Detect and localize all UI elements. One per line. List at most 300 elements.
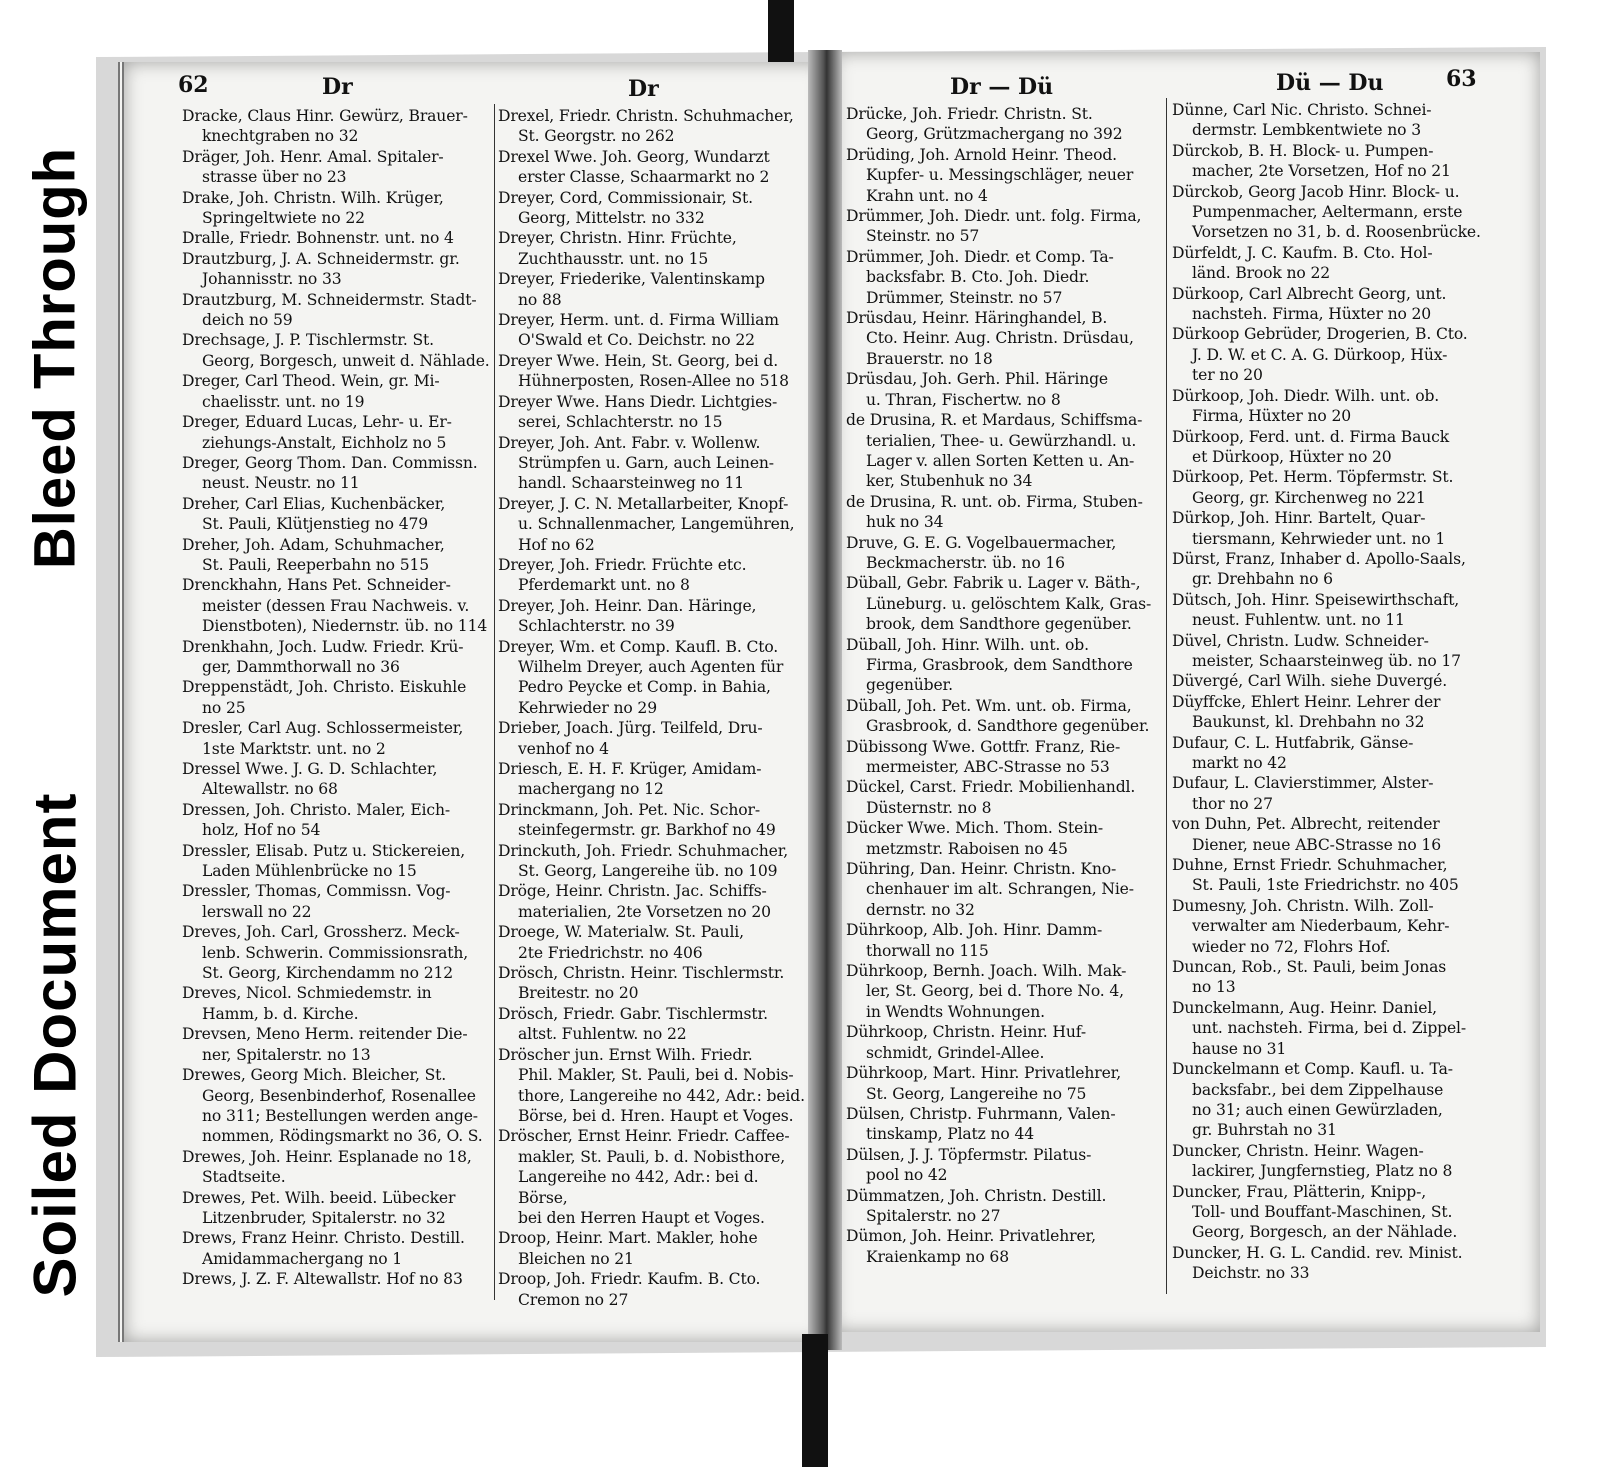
entry-continuation-line: thorwall no 115 (866, 941, 989, 960)
directory-entry (498, 106, 810, 147)
entry-name-line: de Drusina, R. unt. ob. Firma, Stuben- (846, 492, 1143, 511)
directory-entry (182, 1188, 492, 1229)
directory-entry (182, 1228, 492, 1269)
entry-name-line: Dreyer, Cord, Commissionair, St. (498, 188, 753, 207)
directory-entry (498, 1228, 810, 1269)
entry-name-line: Drautzburg, M. Schneidermstr. Stadt- (182, 290, 477, 309)
entry-continuation-line: ter no 20 (1192, 366, 1263, 385)
directory-entry (846, 961, 1164, 1022)
entry-continuation-line: ger, Dammthorwall no 36 (202, 657, 400, 676)
entry-name-line: Dufaur, C. L. Hutfabrik, Gänse- (1172, 733, 1414, 752)
entry-continuation-line: Firma, Grasbrook, dem Sandthore (866, 655, 1133, 674)
entry-name-line: Dreyer, J. C. N. Metallarbeiter, Knopf- (498, 494, 789, 513)
entry-name-line: Drieber, Joach. Jürg. Teilfeld, Dru- (498, 719, 763, 738)
entry-continuation-line: dernstr. no 32 (866, 900, 975, 919)
entry-continuation-line: no 88 (518, 290, 562, 309)
left-column-rule (494, 104, 495, 1300)
entry-continuation-line: Altewallstr. no 68 (202, 780, 338, 799)
directory-entry (182, 1147, 492, 1188)
directory-entry (182, 637, 492, 678)
entry-name-line: Dreher, Joh. Adam, Schuhmacher, (182, 535, 445, 554)
directory-entry (1172, 324, 1498, 385)
directory-entry (182, 188, 492, 229)
entry-name-line: Drinckuth, Joh. Friedr. Schuhmacher, (498, 841, 789, 860)
entry-continuation-line: altst. Fuhlentw. no 22 (518, 1025, 687, 1044)
entry-name-line: von Duhn, Pet. Albrecht, reitender (1172, 815, 1440, 834)
entry-name-line: Dressler, Thomas, Commissn. Vog- (182, 882, 451, 901)
entry-name-line: Dührkoop, Christn. Heinr. Huf- (846, 1023, 1086, 1042)
entry-continuation-line: no 311; Bestellungen werden ange- (202, 1106, 478, 1125)
directory-entry (498, 1045, 810, 1127)
entry-continuation-line: ziehungs-Anstalt, Eichholz no 5 (202, 433, 447, 452)
directory-entry (1172, 855, 1498, 896)
entry-name-line: Dürkoop, Pet. Herm. Töpfermstr. St. (1172, 468, 1454, 487)
entry-continuation-line: 1ste Marktstr. unt. no 2 (202, 739, 386, 758)
directory-entry (846, 369, 1164, 410)
bookmark-ribbon-bottom (802, 1334, 828, 1467)
entry-name-line: Drexel Wwe. Joh. Georg, Wundarzt (498, 147, 770, 166)
entry-continuation-line: gegenüber. (866, 676, 953, 695)
entry-continuation-line: Baukunst, kl. Drehbahn no 32 (1192, 713, 1425, 732)
entry-continuation-line: Hof no 62 (518, 535, 595, 554)
directory-entry (498, 392, 810, 433)
entry-continuation-line: bei den Herren Haupt et Voges. (518, 1208, 765, 1227)
entry-name-line: Dütsch, Joh. Hinr. Speisewirthschaft, (1172, 590, 1460, 609)
directory-entry (1172, 386, 1498, 427)
directory-entry (182, 677, 492, 718)
entry-continuation-line: lenb. Schwerin. Commissionsrath, (202, 943, 469, 962)
directory-entry (182, 147, 492, 188)
entry-name-line: Dreyer Wwe. Hein, St. Georg, bei d. (498, 351, 779, 370)
directory-entry (846, 777, 1164, 818)
entry-continuation-line: deich no 59 (202, 311, 293, 330)
entry-name-line: Dreyer, Wm. et Comp. Kaufl. B. Cto. (498, 637, 779, 656)
entry-name-line: Dürst, Franz, Inhaber d. Apollo-Saals, (1172, 549, 1466, 568)
directory-entry (846, 573, 1164, 634)
entry-name-line: Dührkoop, Alb. Joh. Hinr. Damm- (846, 921, 1103, 940)
directory-entry (182, 800, 492, 841)
entry-name-line: Drewes, Pet. Wilh. beeid. Lübecker (182, 1188, 456, 1207)
entry-continuation-line: St. Pauli, 1ste Friedrichstr. no 405 (1192, 876, 1459, 895)
entry-continuation-line: nommen, Rödingsmarkt no 36, O. S. (202, 1127, 483, 1146)
entry-continuation-line: Hamm, b. d. Kirche. (202, 1004, 359, 1023)
directory-entry (498, 759, 810, 800)
entry-name-line: Dreyer, Joh. Ant. Fabr. v. Wollenw. (498, 433, 761, 452)
directory-entry (1172, 773, 1498, 814)
entry-name-line: de Drusina, R. et Mardaus, Schiffsma- (846, 411, 1143, 430)
entry-continuation-line: Zuchthausstr. unt. no 15 (518, 249, 709, 268)
entry-continuation-line: gr. Buhrstah no 31 (1192, 1121, 1337, 1140)
entry-name-line: Dückel, Carst. Friedr. Mobilienhandl. (846, 778, 1136, 797)
directory-entry (498, 1126, 810, 1228)
directory-entry (1172, 284, 1498, 325)
entry-continuation-line: no 25 (202, 698, 246, 717)
entry-name-line: Dressler, Elisab. Putz u. Stickereien, (182, 841, 466, 860)
left-column2-header: Dr (628, 76, 659, 102)
directory-entry (1172, 1059, 1498, 1141)
directory-entry (846, 206, 1164, 247)
entry-continuation-line: brook, dem Sandthore gegenüber. (866, 615, 1132, 634)
entry-name-line: Dreyer, Herm. unt. d. Firma William (498, 311, 779, 330)
entry-name-line: Dreyer, Christn. Hinr. Früchte, (498, 229, 737, 248)
directory-entry (1172, 182, 1498, 243)
entry-name-line: Druve, G. E. G. Vogelbauermacher, (846, 533, 1117, 552)
directory-entry (498, 841, 810, 882)
entry-continuation-line: Börse, bei d. Hren. Haupt et Voges. (518, 1106, 794, 1125)
entry-name-line: Driesch, E. H. F. Krüger, Amidam- (498, 760, 762, 778)
entry-name-line: Dreyer, Joh. Friedr. Früchte etc. (498, 555, 747, 574)
entry-continuation-line: venhof no 4 (518, 739, 609, 758)
entry-name-line: Dunckelmann, Aug. Heinr. Daniel, (1172, 998, 1437, 1017)
entry-name-line: Dürckob, B. H. Block- u. Pumpen- (1172, 141, 1434, 160)
directory-entry (182, 106, 492, 147)
entry-continuation-line: St. Pauli, Klütjenstieg no 479 (202, 515, 429, 534)
entry-continuation-line: Drümmer, Steinstr. no 57 (866, 288, 1063, 307)
entry-name-line: Dührkoop, Mart. Hinr. Privatlehrer, (846, 1064, 1122, 1083)
entry-continuation-line: J. D. W. et C. A. G. Dürkoop, Hüx- (1192, 345, 1448, 364)
entry-name-line: Dröscher, Ernst Heinr. Friedr. Caffee- (498, 1127, 790, 1146)
entry-continuation-line: u. Thran, Fischertw. no 8 (866, 390, 1061, 409)
entry-continuation-line: neust. Fuhlentw. unt. no 11 (1192, 611, 1405, 630)
entry-continuation-line: Bleichen no 21 (518, 1249, 634, 1268)
entry-name-line: Düyffcke, Ehlert Heinr. Lehrer der (1172, 692, 1441, 711)
entry-continuation-line: mermeister, ABC-Strasse no 53 (866, 758, 1110, 776)
entry-continuation-line: meister (dessen Frau Nachweis. v. (202, 596, 470, 615)
directory-entry (498, 228, 810, 269)
entry-name-line: Drake, Joh. Christn. Wilh. Krüger, (182, 188, 444, 207)
entry-continuation-line: no 13 (1192, 978, 1236, 997)
bleed-through-stamp (0, 120, 110, 595)
directory-entry (182, 371, 492, 412)
entry-continuation-line: tiersmann, Kehrwieder unt. no 1 (1192, 529, 1446, 548)
entry-continuation-line: Steinstr. no 57 (866, 227, 980, 246)
directory-entry (498, 1004, 810, 1045)
right-column-rule (1166, 98, 1167, 1294)
entry-name-line: Droege, W. Materialw. St. Pauli, (498, 923, 744, 942)
entry-name-line: Dücker Wwe. Mich. Thom. Stein- (846, 819, 1104, 838)
directory-entry (498, 922, 810, 963)
entry-continuation-line: St. Georg, Kirchendamm no 212 (202, 964, 454, 983)
directory-entry (846, 1186, 1164, 1227)
entry-name-line: Dreger, Georg Thom. Dan. Commissn. (182, 453, 478, 472)
entry-name-line: Dürkoop, Carl Albrecht Georg, unt. (1172, 284, 1447, 303)
directory-entry (182, 412, 492, 453)
directory-entry (182, 759, 492, 800)
entry-continuation-line: thore, Langereihe no 442, Adr.: beid. (518, 1086, 805, 1105)
entry-name-line: Dürkoop, Joh. Diedr. Wilh. unt. ob. (1172, 386, 1440, 405)
entry-continuation-line: St. Pauli, Reeperbahn no 515 (202, 555, 430, 574)
directory-entry (498, 555, 810, 596)
entry-continuation-line: Deichstr. no 33 (1192, 1264, 1310, 1283)
entry-name-line: Drüsdau, Heinr. Häringhandel, B. (846, 309, 1108, 328)
entry-continuation-line: Johannisstr. no 33 (202, 270, 342, 289)
entry-continuation-line: neust. Neustr. no 11 (202, 474, 360, 493)
entry-name-line: Dreyer, Friederike, Valentinskamp (498, 270, 765, 289)
entry-continuation-line: Stadtseite. (202, 1168, 286, 1187)
entry-continuation-line: ner, Spitalerstr. no 13 (202, 1045, 371, 1064)
entry-continuation-line: Grasbrook, d. Sandthore gegenüber. (866, 717, 1150, 736)
directory-entry (498, 963, 810, 1004)
entry-continuation-line: backsfabr., bei dem Zippelhause (1192, 1080, 1444, 1099)
entry-continuation-line: strasse über no 23 (202, 168, 347, 187)
entry-name-line: Dülsen, Christp. Fuhrmann, Valen- (846, 1104, 1116, 1123)
entry-continuation-line: Pumpenmacher, Aeltermann, erste (1192, 203, 1463, 222)
entry-continuation-line: Wilhelm Dreyer, auch Agenten für (518, 657, 784, 676)
entry-continuation-line: 2te Friedrichstr. no 406 (518, 943, 703, 962)
entry-name-line: Drümmer, Joh. Diedr. unt. folg. Firma, (846, 207, 1142, 226)
entry-continuation-line: Cremon no 27 (518, 1290, 629, 1309)
directory-entry (498, 269, 810, 310)
entry-continuation-line: Georg, Borgesch, unweit d. Nählade. (202, 351, 490, 370)
right-column2-header: Dü — Du (1276, 70, 1384, 96)
entry-continuation-line: chaelisstr. unt. no 19 (202, 392, 365, 411)
directory-entry (182, 330, 492, 371)
entry-name-line: Drösch, Friedr. Gabr. Tischlermstr. (498, 1004, 768, 1023)
entry-continuation-line: Litzenbruder, Spitalerstr. no 32 (202, 1208, 446, 1227)
entry-continuation-line: serei, Schlachterstr. no 15 (518, 413, 723, 432)
entry-continuation-line: gr. Drehbahn no 6 (1192, 570, 1333, 589)
entry-name-line: Dröscher jun. Ernst Wilh. Friedr. (498, 1045, 753, 1064)
entry-name-line: Duncker, Frau, Plätterin, Knipp-, (1172, 1182, 1427, 1201)
directory-entry (1172, 631, 1498, 672)
entry-name-line: Dumesny, Joh. Christn. Wilh. Zoll- (1172, 896, 1434, 915)
entry-name-line: Dreyer Wwe. Hans Diedr. Lichtgies- (498, 392, 778, 411)
directory-entry (846, 410, 1164, 492)
directory-entry (498, 800, 810, 841)
entry-continuation-line: Langereihe no 442, Adr.: bei d. Börse, (518, 1168, 759, 1207)
directory-entry (846, 1145, 1164, 1186)
directory-entry (182, 535, 492, 576)
entry-name-line: Dreves, Nicol. Schmiedemstr. in (182, 984, 432, 1003)
directory-entry (1172, 467, 1498, 508)
directory-entry (182, 983, 492, 1024)
entry-continuation-line: markt no 42 (1192, 754, 1287, 772)
entry-continuation-line: huk no 34 (866, 513, 944, 532)
directory-entry (1172, 243, 1498, 284)
entry-name-line: Drüsdau, Joh. Gerh. Phil. Häringe (846, 370, 1108, 389)
entry-continuation-line: chenhauer im alt. Schrangen, Nie- (866, 880, 1134, 899)
directory-entry (1172, 508, 1498, 549)
entry-name-line: Drenkhahn, Joch. Ludw. Friedr. Krü- (182, 637, 464, 656)
entry-continuation-line: Krahn unt. no 4 (866, 186, 988, 205)
directory-entry (498, 351, 810, 392)
entry-name-line: Düvergé, Carl Wilh. siehe Duvergé. (1172, 672, 1448, 691)
entry-continuation-line: backsfabr. B. Cto. Joh. Diedr. (866, 268, 1090, 287)
entry-continuation-line: Kraienkamp no 68 (866, 1247, 1009, 1266)
entry-continuation-line: macher, 2te Vorsetzen, Hof no 21 (1192, 162, 1451, 181)
entry-name-line: Dralle, Friedr. Bohnenstr. unt. no 4 (182, 229, 454, 248)
entry-continuation-line: metzmstr. Raboisen no 45 (866, 839, 1068, 858)
directory-entry (182, 1065, 492, 1147)
directory-entry (182, 575, 492, 636)
directory-entry (846, 635, 1164, 696)
directory-entry (846, 247, 1164, 308)
directory-entry (182, 1269, 492, 1289)
entry-continuation-line: in Wendts Wohnungen. (866, 1002, 1045, 1021)
entry-continuation-line: materialien, 2te Vorsetzen no 20 (518, 902, 771, 921)
directory-entry (1172, 733, 1498, 774)
entry-continuation-line: Lüneburg. u. gelöschtem Kalk, Gras- (866, 594, 1152, 613)
directory-entry (498, 310, 810, 351)
entry-name-line: Dümmatzen, Joh. Christn. Destill. (846, 1186, 1107, 1205)
directory-entry (498, 494, 810, 555)
directory-entry (1172, 1182, 1498, 1243)
entry-name-line: Dümon, Joh. Heinr. Privatlehrer, (846, 1227, 1096, 1246)
entry-continuation-line: Pferdemarkt unt. no 8 (518, 576, 690, 595)
entry-continuation-line: handl. Schaarsteinweg no 11 (518, 474, 744, 493)
entry-name-line: Duhne, Ernst Friedr. Schuhmacher, (1172, 856, 1448, 875)
entry-continuation-line: holz, Hof no 54 (202, 821, 321, 840)
entry-continuation-line: Georg, Mittelstr. no 332 (518, 209, 705, 228)
directory-entry (846, 1063, 1164, 1104)
directory-entry (182, 228, 492, 248)
entry-name-line: Dunckelmann et Comp. Kaufl. u. Ta- (1172, 1060, 1453, 1079)
entry-continuation-line: schmidt, Grindel-Allee. (866, 1043, 1045, 1062)
entry-name-line: Dürkop, Joh. Hinr. Bartelt, Quar- (1172, 509, 1426, 528)
entry-continuation-line: Spitalerstr. no 27 (866, 1206, 1001, 1225)
entry-name-line: Dürfeldt, J. C. Kaufm. B. Cto. Hol- (1172, 243, 1433, 262)
entry-name-line: Dreves, Joh. Carl, Grossherz. Meck- (182, 923, 460, 942)
directory-entry (846, 696, 1164, 737)
entry-name-line: Dressen, Joh. Christo. Maler, Eich- (182, 800, 450, 819)
entry-continuation-line: Firma, Hüxter no 20 (1192, 407, 1351, 426)
directory-entry (498, 881, 810, 922)
directory-entry (846, 104, 1164, 145)
entry-continuation-line: u. Schnallenmacher, Langemühren, (518, 515, 795, 534)
entry-continuation-line: Vorsetzen no 31, b. d. Roosenbrücke. (1192, 223, 1481, 242)
directory-entry (182, 494, 492, 535)
entry-name-line: Dürkoop Gebrüder, Drogerien, B. Cto. (1172, 325, 1468, 344)
entry-name-line: Dühring, Dan. Heinr. Christn. Kno- (846, 860, 1117, 879)
entry-continuation-line: erster Classe, Schaarmarkt no 2 (518, 168, 770, 187)
entry-continuation-line: Schlachterstr. no 39 (518, 617, 675, 636)
directory-column-3 (846, 104, 1164, 1267)
directory-entry (1172, 896, 1498, 957)
directory-entry (846, 1104, 1164, 1145)
entry-continuation-line: nachsteh. Firma, Hüxter no 20 (1192, 305, 1432, 324)
entry-continuation-line: lerswall no 22 (202, 902, 312, 921)
entry-name-line: Düball, Joh. Pet. Wm. unt. ob. Firma, (846, 696, 1132, 715)
directory-entry (498, 188, 810, 229)
right-column1-header: Dr — Dü (950, 74, 1054, 100)
entry-name-line: Drücke, Joh. Friedr. Christn. St. (846, 105, 1093, 123)
entry-continuation-line: lackirer, Jungfernstieg, Platz no 8 (1192, 1162, 1453, 1181)
entry-continuation-line: Phil. Makler, St. Pauli, bei d. Nobis- (518, 1066, 794, 1085)
directory-entry (846, 1022, 1164, 1063)
entry-name-line: Duncker, H. G. L. Candid. rev. Minist. (1172, 1243, 1463, 1262)
directory-entry (846, 859, 1164, 920)
directory-entry (846, 920, 1164, 961)
entry-continuation-line: Strümpfen u. Garn, auch Leinen- (518, 453, 774, 472)
directory-entry (846, 737, 1164, 778)
entry-continuation-line: tinskamp, Platz no 44 (866, 1125, 1035, 1144)
entry-continuation-line: Hühnerposten, Rosen-Allee no 518 (518, 372, 789, 391)
directory-entry (846, 492, 1164, 533)
entry-continuation-line: Breitestr. no 20 (518, 984, 639, 1003)
entry-continuation-line: knechtgraben no 32 (202, 127, 359, 146)
directory-entry (498, 637, 810, 719)
directory-entry (1172, 814, 1498, 855)
directory-entry (182, 290, 492, 331)
entry-name-line: Dreger, Eduard Lucas, Lehr- u. Er- (182, 413, 452, 432)
entry-name-line: Duncker, Christn. Heinr. Wagen- (1172, 1141, 1424, 1160)
entry-name-line: Drümmer, Joh. Diedr. et Comp. Ta- (846, 247, 1114, 266)
entry-continuation-line: makler, St. Pauli, b. d. Nobisthore, (518, 1147, 786, 1166)
entry-continuation-line: Kupfer- u. Messingschläger, neuer (866, 166, 1134, 185)
entry-continuation-line: St. Georg, Langereihe no 75 (866, 1084, 1087, 1103)
entry-name-line: Dreger, Carl Theod. Wein, gr. Mi- (182, 372, 440, 391)
entry-name-line: Drexel, Friedr. Christn. Schuhmacher, (498, 107, 794, 125)
directory-entry (846, 533, 1164, 574)
entry-continuation-line: Lager v. allen Sorten Ketten u. An- (866, 451, 1135, 470)
entry-continuation-line: Diener, neue ABC-Strasse no 16 (1192, 835, 1441, 854)
directory-entry (1172, 549, 1498, 590)
entry-continuation-line: O'Swald et Co. Deichstr. no 22 (518, 331, 755, 350)
entry-continuation-line: pool no 42 (866, 1166, 948, 1185)
entry-continuation-line: Georg, gr. Kirchenweg no 221 (1192, 488, 1426, 507)
directory-entry (182, 881, 492, 922)
directory-entry (498, 1269, 810, 1310)
entry-name-line: Drösch, Christn. Heinr. Tischlermstr. (498, 964, 785, 983)
directory-entry (182, 249, 492, 290)
entry-continuation-line: steinfegermstr. gr. Barkhof no 49 (518, 821, 776, 840)
directory-entry (846, 145, 1164, 206)
directory-entry (1172, 998, 1498, 1059)
directory-entry (1172, 957, 1498, 998)
entry-name-line: Dührkoop, Bernh. Joach. Wilh. Mak- (846, 962, 1127, 981)
entry-continuation-line: no 31; auch einen Gewürzladen, (1192, 1100, 1443, 1119)
entry-continuation-line: Amidammachergang no 1 (202, 1249, 403, 1268)
entry-name-line: Dröge, Heinr. Christn. Jac. Schiffs- (498, 882, 767, 901)
entry-name-line: Düvel, Christn. Ludw. Schneider- (1172, 631, 1429, 650)
entry-name-line: Drinckmann, Joh. Pet. Nic. Schor- (498, 800, 760, 819)
directory-column-4 (1172, 100, 1498, 1284)
soiled-document-stamp (0, 785, 110, 1305)
directory-entry (1172, 1141, 1498, 1182)
directory-entry (846, 308, 1164, 369)
entry-continuation-line: et Dürkoop, Hüxter no 20 (1192, 447, 1392, 466)
entry-name-line: Drews, Franz Heinr. Christo. Destill. (182, 1229, 465, 1248)
directory-entry (498, 147, 810, 188)
directory-entry (1172, 671, 1498, 691)
directory-entry (1172, 1243, 1498, 1284)
entry-name-line: Dreppenstädt, Joh. Christo. Eiskuhle (182, 678, 467, 697)
entry-continuation-line: Düsternstr. no 8 (866, 798, 992, 817)
directory-entry (1172, 692, 1498, 733)
directory-entry (498, 433, 810, 494)
entry-name-line: Dülsen, J. J. Töpfermstr. Pilatus- (846, 1145, 1092, 1164)
entry-name-line: Drewes, Georg Mich. Bleicher, St. (182, 1066, 447, 1085)
entry-name-line: Drüding, Joh. Arnold Heinr. Theod. (846, 145, 1117, 164)
directory-entry (1172, 590, 1498, 631)
directory-entry (1172, 100, 1498, 141)
directory-column-1 (182, 106, 492, 1290)
entry-continuation-line: Georg, Grützmachergang no 392 (866, 125, 1123, 144)
entry-continuation-line: Georg, Borgesch, an der Nählade. (1192, 1223, 1458, 1242)
entry-name-line: Dracke, Claus Hinr. Gewürz, Brauer- (182, 107, 468, 125)
entry-continuation-line: ler, St. Georg, bei d. Thore No. 4, (866, 982, 1124, 1001)
directory-entry (498, 718, 810, 759)
entry-name-line: Dräger, Joh. Henr. Amal. Spitaler- (182, 147, 444, 166)
entry-name-line: Drevsen, Meno Herm. reitender Die- (182, 1025, 468, 1044)
entry-name-line: Drenckhahn, Hans Pet. Schneider- (182, 576, 451, 595)
bleed-through-label: Bleed Through (22, 146, 88, 569)
entry-continuation-line: Georg, Besenbinderhof, Rosenallee (202, 1086, 476, 1105)
entry-continuation-line: terialien, Thee- u. Gewürzhandl. u. (866, 431, 1137, 450)
directory-entry (846, 818, 1164, 859)
entry-name-line: Dünne, Carl Nic. Christo. Schnei- (1172, 101, 1432, 119)
entry-continuation-line: St. Georgstr. no 262 (518, 127, 675, 146)
